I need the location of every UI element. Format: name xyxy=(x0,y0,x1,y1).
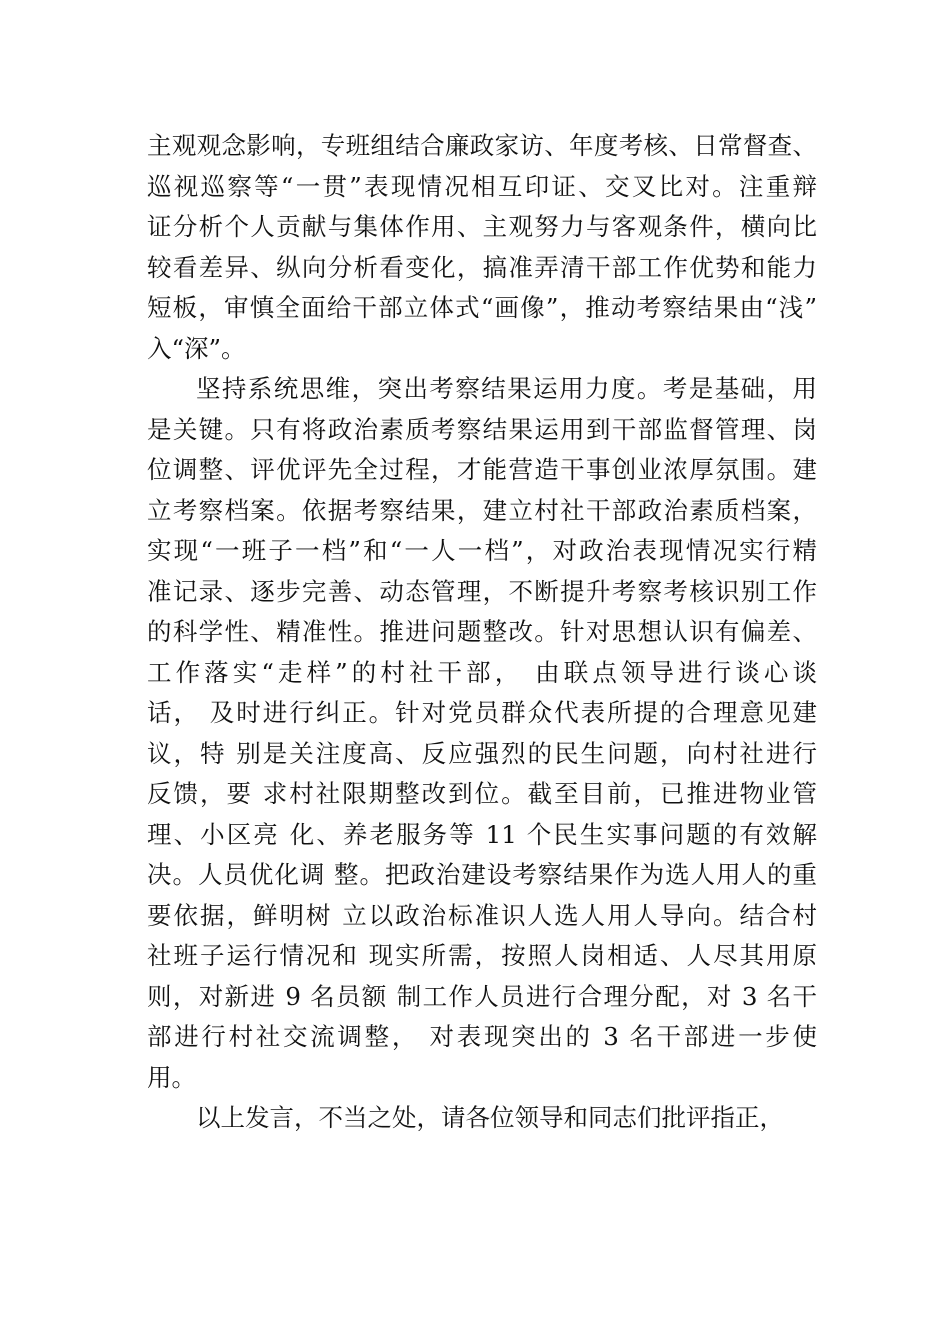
text-line: 入“深”。 xyxy=(147,333,246,363)
document-body xyxy=(147,126,817,1139)
text-line: 巡视巡察等“一贯”表现情况相互印证、交叉比对。注重辩 xyxy=(147,171,817,201)
text-line: 较看差异、纵向分析看变化，搞准弄清干部工作优势和能力 xyxy=(147,252,817,282)
text-line: 决。人员优化调 整。把政治建设考察结果作为选人用人的重 xyxy=(147,860,817,889)
text-line: 部进行村社交流调整， 对表现突出的 3 名干部进一步使 xyxy=(147,1022,817,1051)
text-line: 社班子运行情况和 现实所需，按照人岗相适、人尽其用原 xyxy=(147,941,817,970)
text-line: 坚持系统思维，突出考察结果运用力度。考是基础，用 xyxy=(196,374,817,403)
text-line: 反馈，要 求村社限期整改到位。截至目前，已推进物业管 xyxy=(147,779,817,808)
paragraph-1 xyxy=(147,126,817,369)
text-line: 要依据，鲜明树 立以政治标准识人选人用人导向。结合村 xyxy=(147,900,817,930)
text-line: 短板，审慎全面给干部立体式“画像”，推动考察结果由“浅” xyxy=(147,293,817,322)
text-line: 话， 及时进行纠正。针对党员群众代表所提的合理意见建 xyxy=(147,698,817,727)
text-line: 是关键。只有将政治素质考察结果运用到干部监督管理、岗 xyxy=(147,414,817,444)
paragraph-3 xyxy=(147,1098,817,1139)
text-line: 议，特 别是关注度高、反应强烈的民生问题，向村社进行 xyxy=(147,738,817,768)
text-line: 理、小区亮 化、养老服务等 11 个民生实事问题的有效解 xyxy=(147,819,817,849)
text-line: 用。 xyxy=(147,1062,196,1092)
text-line: 工作落实“走样”的村社干部， 由联点领导进行谈心谈 xyxy=(147,657,817,687)
text-line: 立考察档案。依据考察结果，建立村社干部政治素质档案， xyxy=(147,495,817,525)
text-line: 准记录、逐步完善、动态管理，不断提升考察考核识别工作 xyxy=(147,576,817,606)
text-line: 主观观念影响，专班组结合廉政家访、年度考核、日常督查、 xyxy=(147,131,817,160)
text-line: 的科学性、精准性。推进问题整改。针对思想认识有偏差、 xyxy=(147,617,817,646)
text-line: 以上发言，不当之处，请各位领导和同志们批评指正， xyxy=(196,1103,784,1132)
text-line: 位调整、评优评先全过程，才能营造干事创业浓厚氛围。建 xyxy=(147,455,817,484)
paragraph-2 xyxy=(147,369,817,1098)
text-line: 证分析个人贡献与集体作用、主观努力与客观条件，横向比 xyxy=(147,212,817,241)
text-line: 实现“一班子一档”和“一人一档”，对政治表现情况实行精 xyxy=(147,536,817,565)
text-line: 则，对新进 9 名员额 制工作人员进行合理分配，对 3 名干 xyxy=(147,981,817,1011)
